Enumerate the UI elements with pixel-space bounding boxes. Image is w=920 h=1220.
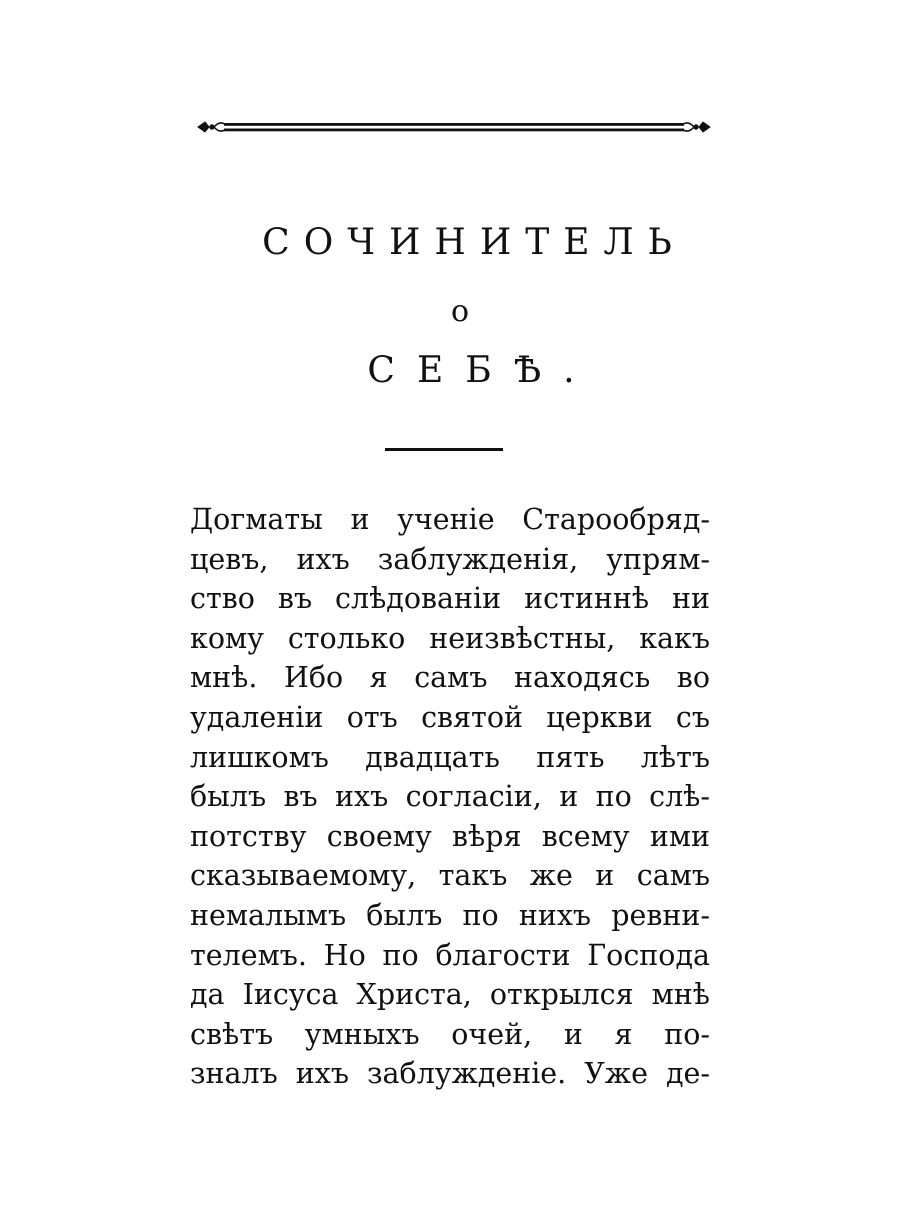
text-line: ство въ слѣдованіи истиннѣ ни (190, 582, 710, 616)
body-paragraph (190, 500, 710, 1094)
ornamental-header-rule (196, 116, 712, 138)
text-line: удаленіи отъ святой церкви съ (190, 700, 710, 734)
text-line: мнѣ. Ибо я самъ находясь во (190, 661, 710, 695)
text-line: цевъ, ихъ заблужденія, упрям- (190, 542, 710, 576)
text-line: лишкомъ двадцать пять лѣтъ (190, 740, 710, 774)
title-divider-rule (385, 448, 503, 451)
chapter-title: СОЧИНИТЕЛЬ (262, 222, 686, 263)
text-line: да Іисуса Христа, открылся мнѣ (190, 978, 710, 1012)
chapter-title-subject: СЕБѢ. (367, 350, 597, 391)
text-line: потству своему вѣря всему ими (190, 819, 710, 853)
text-line: кому столько неизвѣстны, какъ (190, 621, 710, 655)
text-line: зналъ ихъ заблужденіе. Уже де- (190, 1057, 710, 1091)
text-line: немалымъ былъ по нихъ ревни- (190, 898, 710, 932)
text-line: свѣтъ умныхъ очей, и я по- (190, 1017, 710, 1051)
text-line: сказываемому, такъ же и самъ (190, 859, 710, 893)
text-line: былъ въ ихъ согласіи, и по слѣ- (190, 780, 710, 814)
text-line: телемъ. Но по благости Господа (190, 938, 710, 972)
text-line: Догматы и ученіе Старообряд- (190, 503, 710, 536)
chapter-title-preposition: о (450, 294, 470, 329)
